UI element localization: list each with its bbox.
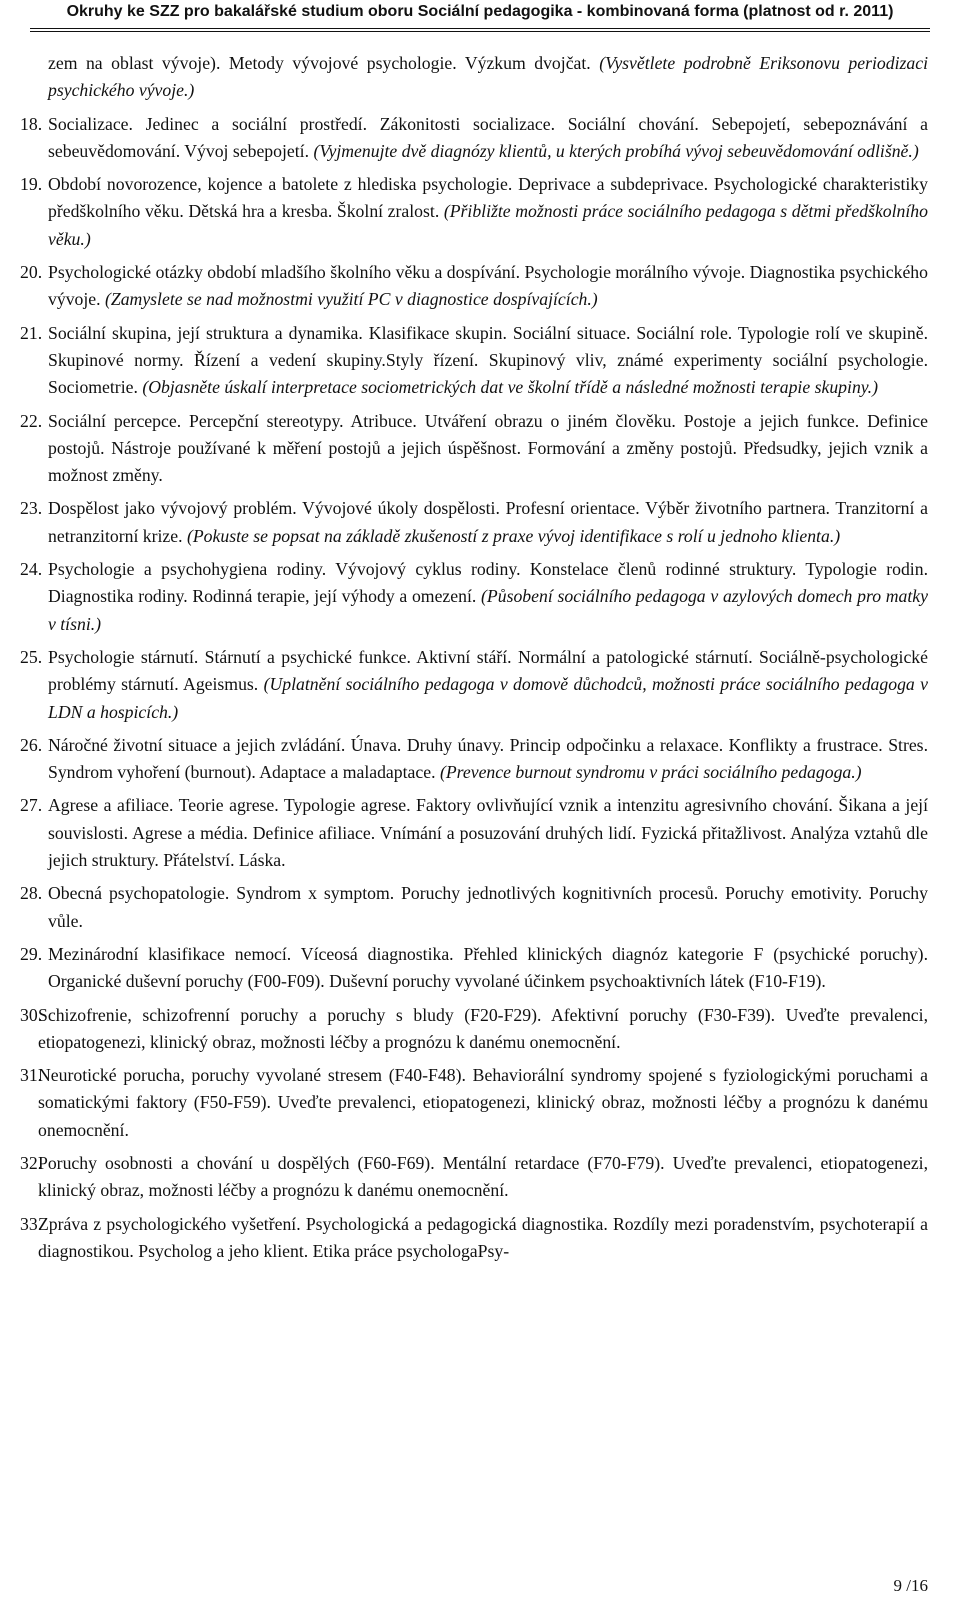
list-item-32: 32. Poruchy osobnosti a chování u dospělých (F60-F69). Mentální retardace (F70-F79). Uveďte prevalenci, etiopatogenezi, klinický obraz, možnosti léčby a prognózu k danému onemocnění.: [20, 1152, 928, 1201]
list-item-24: 24. Psychologie a psychohygiena rodiny. Vývojový cyklus rodiny. Konstelace členů rodinné struktury. Typologie rodin. Diagnostika rodiny. Rodinná terapie, její výhody a omezení. (Působení sociálního pedagoga v azylových domech pro matky v tísni.): [20, 559, 928, 634]
list-item-18: 18. Socializace. Jedinec a sociální prostředí. Zákonitosti socializace. Sociální chování. Sebepojetí, sebepoznávání a sebeuvědomování. Vývoj sebepojetí. (Vyjmenujte dvě diagnózy klientů, u kterých probíhá vývoj sebeuvědomování odlišně.): [20, 113, 928, 161]
list-item-33: 33. Zpráva z psychologického vyšetření. Psychologická a pedagogická diagnostika. Rozdíly mezi poradenstvím, psychoterapií a diagnostikou. Psycholog a jeho klient. Etika práce psychologaPsy-: [20, 1213, 928, 1261]
header-title: Okruhy ke SZZ pro bakalářské studium oboru Sociální pedagogika - kombinovaná forma (platnost od r. 2011): [66, 3, 894, 20]
header-rule: [30, 28, 930, 29]
list-item-26: 26. Náročné životní situace a jejich zvládání. Únava. Druhy únavy. Princip odpočinku a relaxace. Konflikty a frustrace. Stres. Syndrom vyhoření (burnout). Adaptace a maladaptace. (Prevence burnout syndromu v práci sociálního pedagoga.): [20, 734, 928, 783]
page-number: 9 /16: [893, 1576, 928, 1595]
page-header: [0, 0, 960, 30]
list-item-23: 23. Dospělost jako vývojový problém. Vývojové úkoly dospělosti. Profesní orientace. Výběr životního partnera. Tranzitorní a netranzitorní krize. (Pokuste se popsat na základě zkušeností z praxe vývoj identifikace s rolí u jednoho klienta.): [20, 498, 928, 546]
header-rule-secondary: [30, 31, 930, 32]
list-item-19: 19. Období novorozence, kojence a batolete z hlediska psychologie. Deprivace a subdeprivace. Psychologické charakteristiky předškolního věku. Dětská hra a kresba. Školní zralost. (Přibližte možnosti práce sociálního pedagoga s dětmi předškolního věku.): [20, 174, 928, 249]
list-item-27: 27. Agrese a afiliace. Teorie agrese. Typologie agrese. Faktory ovlivňující vznik a intenzitu agresivního chování. Šikana a její souvislosti. Agrese a média. Definice afiliace. Vnímání a posuzování druhých lidí. Fyzická přitažlivost. Analýza vztahů dle jejich struktury. Přátelství. Láska.: [20, 795, 928, 871]
document-body: [0, 50, 960, 1271]
list-item-29: 29. Mezinárodní klasifikace nemocí. Víceosá diagnostika. Přehled klinických diagnóz kategorie F (psychické poruchy). Organické duševní poruchy (F00-F09). Duševní poruchy vyvolané účinkem psychoaktivních látek (F10-F19).: [20, 943, 928, 992]
list-item-21: 21. Sociální skupina, její struktura a dynamika. Klasifikace skupin. Sociální situace. Sociální role. Typologie rolí ve skupině. Skupinové normy. Řízení a vedení skupiny.Styly řízení. Skupinový vliv, známé experimenty sociální psychologie. Sociometrie. (Objasněte úskalí interpretace sociometrických dat ve školní třídě a následné možnosti terapie skupiny.): [20, 322, 928, 398]
list-item-25: 25. Psychologie stárnutí. Stárnutí a psychické funkce. Aktivní stáří. Normální a patologické stárnutí. Sociálně-psychologické problémy stárnutí. Ageismus. (Uplatnění sociálního pedagoga v domově důchodců, možnosti práce sociálního pedagoga v LDN a hospicích.): [20, 646, 928, 722]
list-item-22: 22. Sociální percepce. Percepční stereotypy. Atribuce. Utváření obrazu o jiném člověku. Postoje a jejich funkce. Definice postojů. Nástroje používané k měření postojů a jejich úspěšnost. Formování a změny postojů. Předsudky, jejich vznik a možnost změny.: [20, 410, 928, 486]
list-item-20: 20. Psychologické otázky období mladšího školního věku a dospívání. Psychologie morálního vývoje. Diagnostika psychického vývoje. (Zamyslete se nad možnostmi využití PC v diagnostice dospívajících.): [20, 262, 928, 310]
continuation-paragraph: zem na oblast vývoje). Metody vývojové psychologie. Výzkum dvojčat. (Vysvětlete podrobně Eriksonovu periodizaci psychického vývoje.): [48, 53, 929, 101]
list-item-28: 28. Obecná psychopatologie. Syndrom x symptom. Poruchy jednotlivých kognitivních procesů. Poruchy emotivity. Poruchy vůle.: [20, 883, 928, 931]
list-item-31: 31. Neurotické porucha, poruchy vyvolané stresem (F40-F48). Behaviorální syndromy spojené s fyziologickými poruchami a somatickými faktory (F50-F59). Uveďte prevalenci, etiopatogenezi, klinický obraz, možnosti léčby a prognózu k danému onemocnění.: [20, 1065, 928, 1140]
list-item-30: 30. Schizofrenie, schizofrenní poruchy a poruchy s bludy (F20-F29). Afektivní poruchy (F30-F39). Uveďte prevalenci, etiopatogenezi, klinický obraz, možnosti léčby a prognózu k danému onemocnění.: [20, 1004, 928, 1052]
